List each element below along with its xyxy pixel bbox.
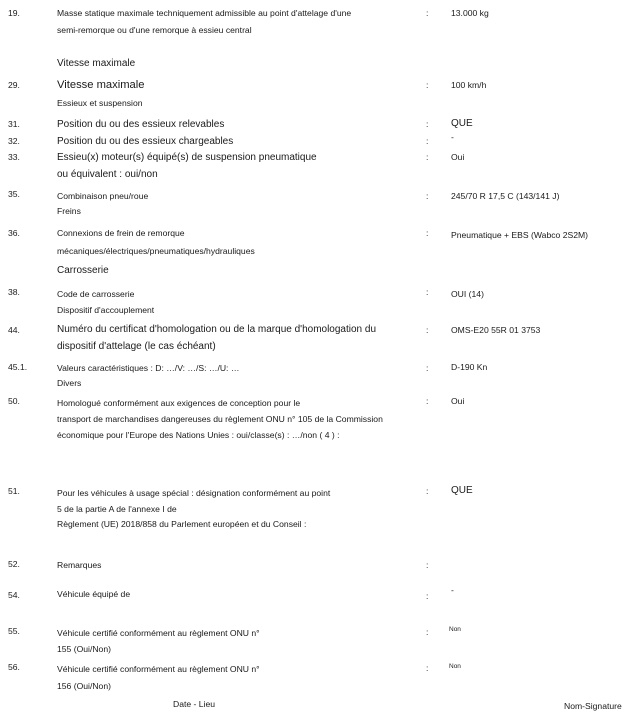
item-number: 52. — [8, 559, 20, 569]
item-label: Masse statique maximale techniquement admissible au point d'attelage d'une — [57, 8, 352, 18]
colon: : — [426, 560, 429, 570]
item-label-cont: 156 (Oui/Non) — [57, 681, 111, 691]
item-number: 51. — [8, 486, 20, 496]
item-number: 56. — [8, 662, 20, 672]
item-number: 36. — [8, 228, 20, 238]
item-label: Véhicule certifié conformément au règlement ONU n° — [57, 664, 260, 674]
colon: : — [426, 8, 429, 18]
item-number: 33. — [8, 152, 20, 162]
colon: : — [426, 119, 429, 129]
item-label-cont: 5 de la partie A de l'annexe I de — [57, 504, 177, 514]
item-value: Oui — [451, 396, 465, 406]
item-label: Essieu(x) moteur(s) équipé(s) de suspension pneumatique — [57, 152, 317, 163]
colon: : — [426, 152, 429, 162]
colon: : — [426, 663, 429, 673]
name-signature-label: Nom-Signature — [564, 701, 622, 711]
colon: : — [426, 591, 429, 601]
colon: : — [426, 627, 429, 637]
item-number: 19. — [8, 8, 20, 18]
item-sublabel: mécaniques/électriques/pneumatiques/hydrauliques — [57, 246, 255, 256]
item-label: Valeurs caractéristiques : D: …/V: …/S: …/U: … — [57, 363, 240, 373]
item-label: Remarques — [57, 560, 102, 570]
item-label: Position du ou des essieux chargeables — [57, 136, 234, 147]
item-value: - — [451, 132, 454, 142]
item-label: Homologué conformément aux exigences de conception pour le — [57, 398, 301, 408]
item-value: Oui — [451, 152, 465, 162]
item-label: Pour les véhicules à usage spécial : désignation conformément au point — [57, 488, 331, 498]
item-number: 55. — [8, 626, 20, 636]
item-label: Numéro du certificat d'homologation ou de la marque d'homologation du — [57, 324, 377, 335]
colon: : — [426, 287, 429, 297]
section-heading-body: Carrosserie — [57, 265, 109, 276]
item-label-cont: dispositif d'attelage (le cas échéant) — [57, 341, 216, 352]
item-label-cont: Règlement (UE) 2018/858 du Parlement européen et du Conseil : — [57, 519, 307, 529]
item-value: 100 km/h — [451, 80, 487, 90]
item-value: QUE — [451, 118, 473, 129]
colon: : — [426, 228, 429, 238]
item-sublabel: Dispositif d'accouplement — [57, 305, 155, 315]
item-sublabel: Divers — [57, 378, 82, 388]
item-label: Véhicule certifié conformément au règlement ONU n° — [57, 628, 260, 638]
item-value: Non — [449, 626, 461, 633]
item-label-cont: transport de marchandises dangereuses du règlement ONU n° 105 de la Commission — [57, 414, 383, 424]
item-value: - — [451, 585, 454, 595]
item-label-cont: semi-remorque ou d'une remorque à essieu central — [57, 25, 252, 35]
item-label: Combinaison pneu/roue — [57, 191, 149, 201]
item-label-cont: 155 (Oui/Non) — [57, 644, 111, 654]
item-value: OUI (14) — [451, 289, 484, 299]
item-value: 13.000 kg — [451, 8, 489, 18]
item-number: 38. — [8, 287, 20, 297]
colon: : — [426, 325, 429, 335]
item-number: 45.1. — [8, 362, 28, 372]
item-value: Non — [449, 663, 461, 670]
item-sublabel: Essieux et suspension — [57, 98, 143, 108]
colon: : — [426, 363, 429, 373]
item-label-cont: économique pour l'Europe des Nations Unies : oui/classe(s) : …/non ( 4 ) : — [57, 430, 340, 440]
item-label-cont: ou équivalent : oui/non — [57, 169, 158, 180]
item-label: Code de carrosserie — [57, 289, 135, 299]
item-value: D-190 Kn — [451, 362, 488, 372]
item-number: 32. — [8, 136, 20, 146]
item-value: Pneumatique + EBS (Wabco 2S2M) — [451, 230, 589, 240]
item-number: 29. — [8, 80, 20, 90]
date-place-label: Date - Lieu — [173, 699, 216, 709]
section-heading-speed: Vitesse maximale — [57, 58, 136, 69]
item-value: 245/70 R 17,5 C (143/141 J) — [451, 191, 560, 201]
colon: : — [426, 136, 429, 146]
colon: : — [426, 396, 429, 406]
item-label: Vitesse maximale — [57, 79, 145, 91]
colon: : — [426, 80, 429, 90]
item-value: OMS-E20 55R 01 3753 — [451, 325, 541, 335]
item-number: 54. — [8, 590, 20, 600]
item-value: QUE — [451, 485, 473, 496]
item-label: Position du ou des essieux relevables — [57, 119, 225, 130]
item-number: 31. — [8, 119, 20, 129]
colon: : — [426, 486, 429, 496]
item-number: 50. — [8, 396, 20, 406]
item-number: 35. — [8, 189, 20, 199]
item-label: Véhicule équipé de — [57, 589, 131, 599]
item-sublabel: Freins — [57, 206, 81, 216]
item-label: Connexions de frein de remorque — [57, 228, 185, 238]
colon: : — [426, 191, 429, 201]
item-number: 44. — [8, 325, 20, 335]
